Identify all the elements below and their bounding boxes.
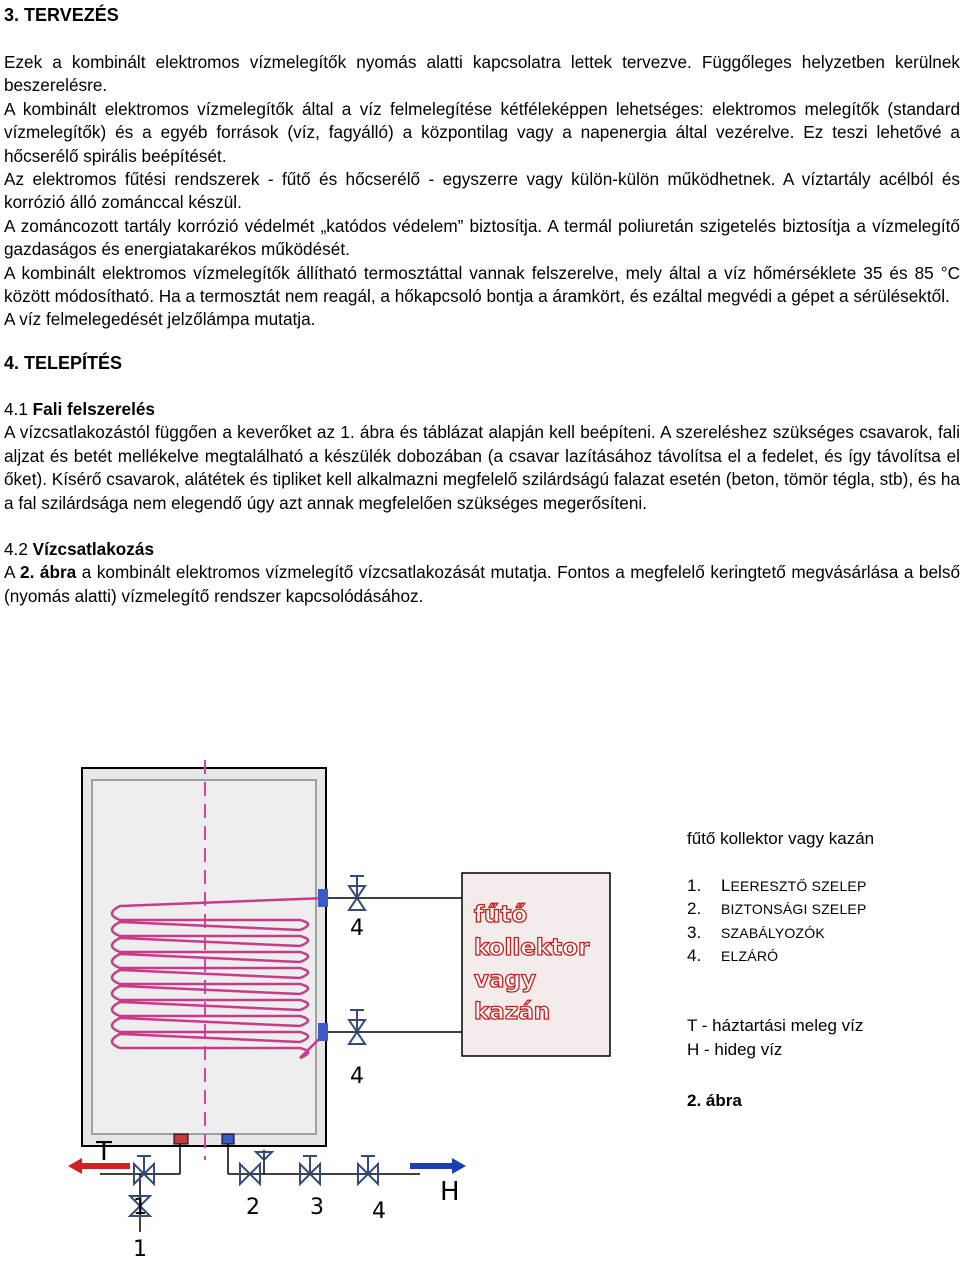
cold-water-arrow: [410, 1158, 466, 1174]
label-h: H: [440, 1177, 460, 1207]
box-text-1: fűtő: [474, 902, 528, 928]
legend-t: T - háztartási meleg víz: [687, 1016, 864, 1035]
label-t: T: [96, 1137, 112, 1167]
box-text-2: kollektor: [474, 935, 590, 961]
s42-paragraph: A 2. ábra a kombinált elektromos vízmelegítő vízcsatlakozását mutatja. Fontos a megfelelő keringtető megvásárlása a belső (nyomás alatti) vízmelegítő rendszer kapcsolódásához.: [4, 562, 960, 606]
s3-paragraph-1: Ezek a kombinált elektromos vízmelegítők nyomás alatti kapcsolatra lettek tervezve. Függőleges helyzetben kerülnek beszerelésre.: [4, 52, 960, 96]
s3-paragraph-2: A kombinált elektromos vízmelegítők által a víz felmelegítése kétféleképpen lehetséges: elektromos melegítők (standard vízmelegítők) és a egyéb források (víz, fagyálló) a központilag vagy a napenergia által vezérelve. Ez teszi lehetővé a hőcserélő spirális beépítését.: [4, 98, 960, 166]
s41-paragraph: A vízcsatlakozástól függően a keverőket az 1. ábra és táblázat alapján kell beépíteni. A szereléshez szükséges csavarok, fali aljzat és betét mellékelve megtalálható a készülék dobozában (a csavar lazításához távolítsa el a fedelet, és így távolítsa el őket). Kísérő csavarok, alátétek és tipliket kell alkalmazni megfelelő szilárdságú falazat esetén (beton, tömör tégla, stb), és ha a fal szilárdsága nem elegendő úgy azt annak megfelelően szükséges megerősíteni.: [4, 422, 960, 513]
legend-h: H - hideg víz: [687, 1040, 783, 1059]
document-page: [4, 0, 960, 608]
figure-caption: 2. ábra: [687, 1091, 742, 1110]
box-text-4: kazán: [474, 999, 551, 1025]
figure-2-diagram: [0, 740, 960, 1260]
label-3: 3: [310, 1195, 324, 1220]
legend-item-3: 3. SZABÁLYOZÓK: [687, 922, 825, 942]
legend-item-1: 1. LEERESZTŐ SZELEP: [687, 876, 867, 895]
s3-paragraph-5: A kombinált elektromos vízmelegítők állítható termosztáttal vannak felszerelve, mely által a víz hőmérséklete 35 és 85 °C között módosítható. Ha a termosztát nem reagál, a hőkapcsoló bontja a áramkört, és ezáltal megvédi a gépet a sérülésektől.: [4, 262, 960, 307]
s3-paragraph-4: A zománcozott tartály korrózió védelmét „katódos védelem” biztosítja. A termál poliuretán szigetelés biztosítja a vízmelegítő gazdaságos és energiatakarékos működését.: [4, 215, 960, 260]
box-text-3: vagy: [474, 967, 536, 993]
section-4-1-title: 4.1 Fali felszerelés: [4, 398, 155, 419]
label-1a: 1: [133, 1195, 147, 1220]
valve-4-upper: [349, 876, 365, 910]
s3-paragraph-6: A víz felmelegedését jelzőlámpa mutatja.: [4, 309, 316, 330]
boiler-box: [462, 873, 610, 1056]
s3-paragraph-3: Az elektromos fűtési rendszerek - fűtő és hőcserélő - egyszerre vagy külön-külön működhetnek. A víztartály acélból és korrózió álló zománccal készül.: [4, 169, 960, 213]
upper-stub: [318, 889, 328, 907]
legend-item-4: 4. ELZÁRÓ: [687, 946, 779, 966]
label-1b: 1: [133, 1237, 147, 1260]
legend-list: [687, 874, 867, 968]
valve-4-lower: [349, 1010, 365, 1044]
lower-stub: [318, 1023, 328, 1041]
tank-leg-left: [174, 1134, 188, 1144]
tank-leg-right: [222, 1134, 234, 1144]
section-4-2-title: 4.2 Vízcsatlakozás: [4, 538, 155, 559]
label-4-lower: 4: [350, 1064, 364, 1089]
section-4-heading: 4. TELEPÍTÉS: [4, 352, 123, 373]
legend-title: fűtő kollektor vagy kazán: [687, 829, 875, 848]
connection-diagram: [0, 740, 960, 1260]
label-2: 2: [246, 1195, 260, 1220]
label-4: 4: [372, 1199, 386, 1224]
bottom-labels: [133, 1195, 386, 1260]
label-4-upper: 4: [350, 916, 364, 941]
legend-item-2: 2. BIZTONSÁGI SZELEP: [687, 899, 867, 919]
section-3-heading: 3. TERVEZÉS: [4, 5, 119, 25]
